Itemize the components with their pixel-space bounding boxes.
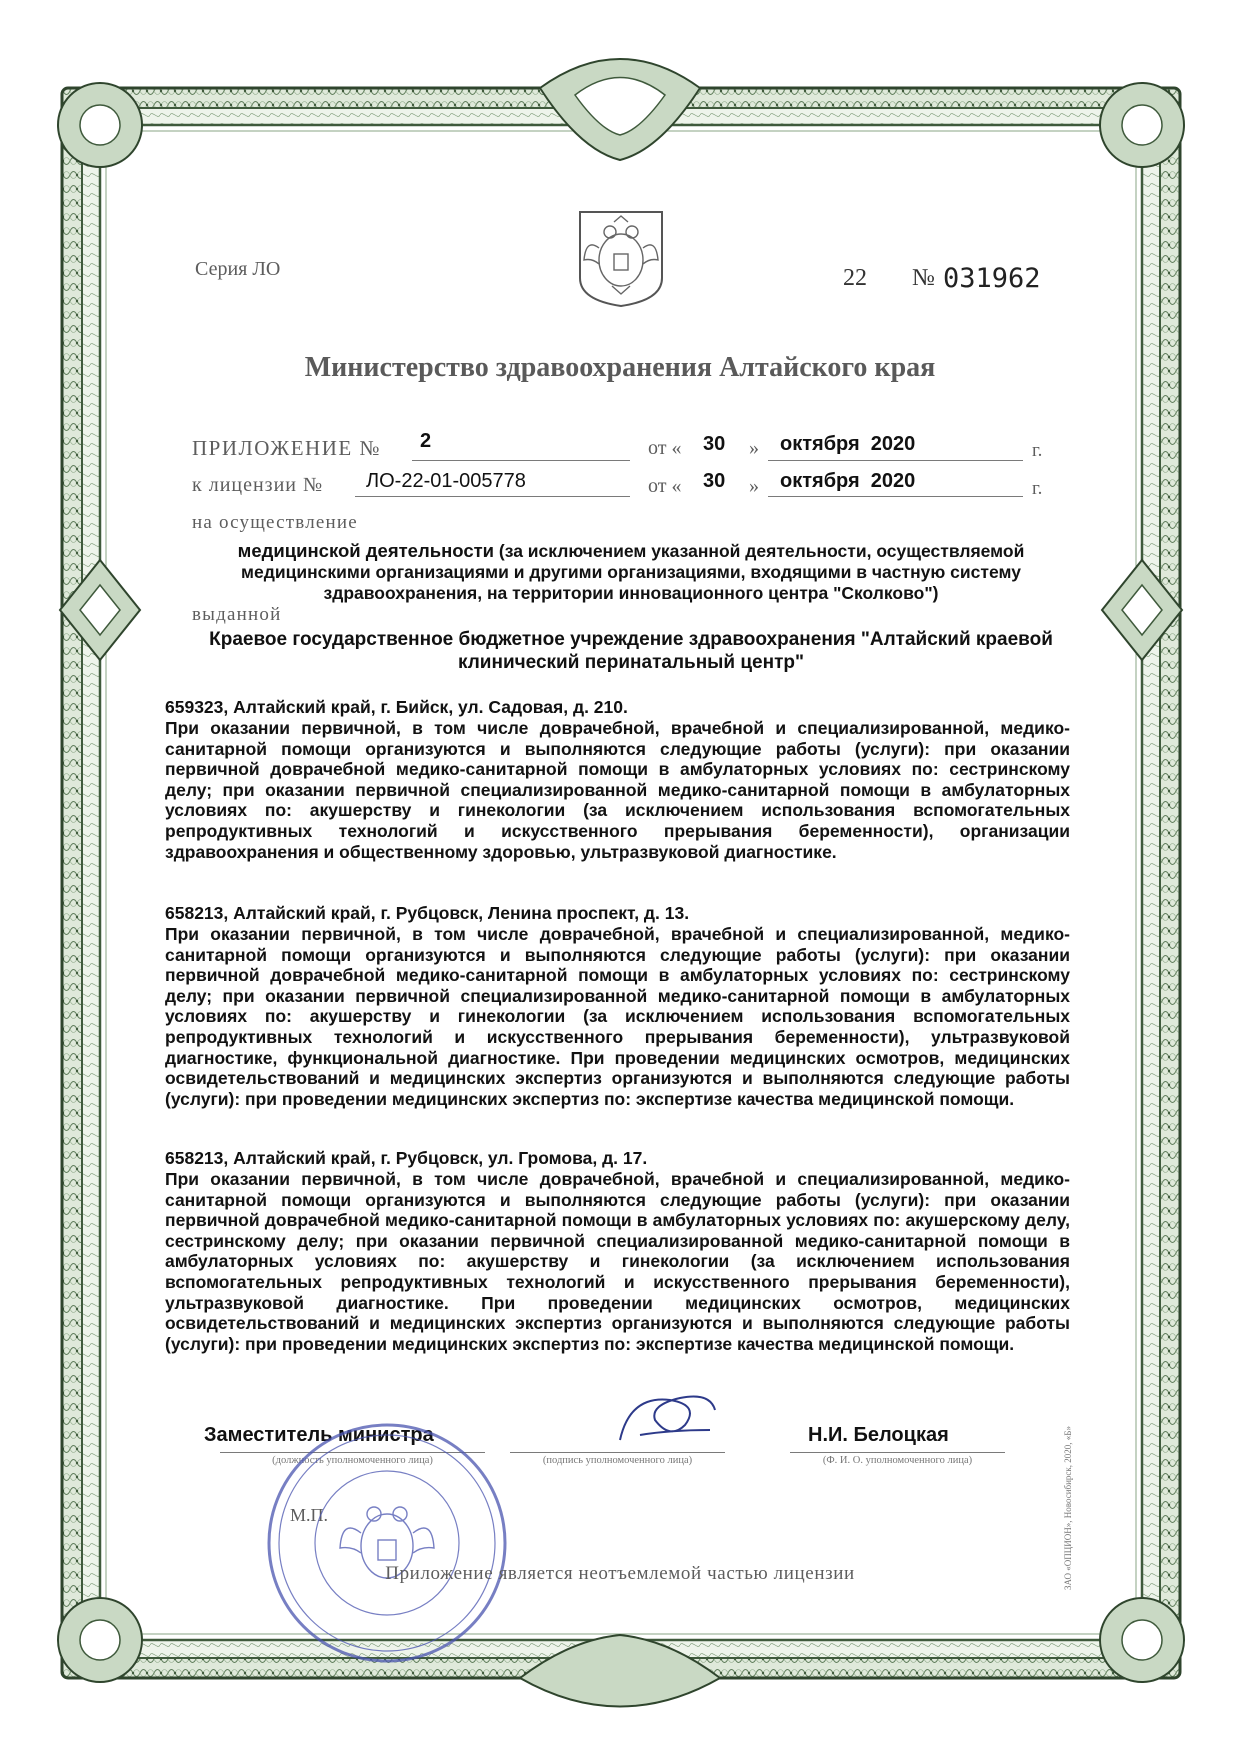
license-year-suffix: г. [1032, 478, 1043, 499]
appendix-year-suffix: г. [1032, 440, 1043, 461]
address-line: 658213, Алтайский край, г. Рубцовск, Ленина проспект, д. 13. [165, 903, 690, 923]
appendix-month-year: октября 2020 [780, 433, 916, 455]
address-block-3 [165, 1148, 1070, 1354]
appendix-label: ПРИЛОЖЕНИЕ № [192, 436, 381, 460]
official-seal [262, 1418, 512, 1668]
name-caption: (Ф. И. О. уполномоченного лица) [822, 1455, 973, 1466]
license-month-year: октября 2020 [780, 470, 916, 492]
signatory-position: Заместитель министра [204, 1424, 434, 1446]
position-caption: (должность уполномоченного лица) [272, 1455, 433, 1466]
footer-note: Приложение является неотъемлемой частью лицензии [385, 1563, 855, 1584]
license-date-underline [768, 496, 1023, 497]
appendix-date-close: » [749, 437, 759, 459]
signature-caption: (подпись уполномоченного лица) [542, 1455, 693, 1466]
license-number: 031962 [943, 263, 1041, 294]
services-text: При оказании первичной, в том числе доврачебной, врачебной и специализированной, медико-санитарной помощи организуются и выполняются следующие работы (услуги): при оказании первичной доврачебной медико-санитарной помощи в амбулаторных условиях по: сестринскому делу; при оказании первичной специализированной медико-санитарной помощи в амбулаторных условиях по: акушерству и гинекологии (за исключением использования вспомогательных репродуктивных технологий и искусственного прерывания беременности), организации здравоохранения и общественному здоровью, ультразвуковой диагностике. [165, 718, 1070, 862]
appendix-number: 2 [420, 430, 432, 452]
license-label: к лицензии № [192, 474, 324, 496]
address-block-2 [165, 903, 1070, 1109]
address-line: 658213, Алтайский край, г. Рубцовск, ул. Громова, д. 17. [165, 1148, 648, 1168]
stamp-place-label: М.П. [290, 1505, 329, 1525]
activity-label: на осуществление [192, 512, 358, 533]
activity-clarification: (за исключением указанной деятельности, осуществляемой медицинскими организациями и другими организациями, входящими в частную систему здравоохранения, на территории инновационного центра "Сколково") [241, 541, 1025, 603]
number-sign: № [912, 265, 935, 291]
license-reference: ЛО-22-01-005778 [366, 470, 526, 492]
license-date-close: » [749, 475, 759, 497]
region-code: 22 [843, 265, 867, 291]
license-date-from: от « [648, 475, 682, 497]
issued-label: выданной [192, 604, 282, 625]
coat-of-arms-icon [572, 208, 670, 308]
appendix-date-from: от « [648, 437, 682, 459]
address-line: 659323, Алтайский край, г. Бийск, ул. Садовая, д. 210. [165, 697, 628, 717]
activity-description [192, 540, 1070, 604]
series-label: Серия ЛО [195, 258, 281, 280]
signatory-name: Н.И. Белоцкая [808, 1424, 949, 1446]
address-block-1 [165, 697, 1070, 862]
signature-underline [510, 1452, 725, 1453]
appendix-underline [412, 460, 630, 461]
printer-imprint: ЗАО «ОПЦИОН», Новосибирск, 2020, «Б» [1063, 1426, 1073, 1590]
name-underline [790, 1452, 1005, 1453]
appendix-day: 30 [703, 433, 726, 455]
ministry-title: Министерство здравоохранения Алтайского края [304, 352, 936, 383]
services-text: При оказании первичной, в том числе доврачебной, врачебной и специализированной, медико-санитарной помощи организуются и выполняются следующие работы (услуги): при оказании первичной доврачебной медико-санитарной помощи в амбулаторных условиях по: акушерскому делу, сестринскому делу; при оказании первичной специализированной медико-санитарной помощи в амбулаторных условиях по: акушерству и гинекологии (за исключением использования вспомогательных репродуктивных технологий и искусственного прерывания беременности), ультразвуковой диагностике. При проведении медицинских осмотров, медицинских освидетельствований и медицинских экспертиз организуются и выполняются следующие работы (услуги): при проведении медицинских экспертиз по: экспертизе качества медицинской помощи. [165, 1169, 1070, 1354]
services-text: При оказании первичной, в том числе доврачебной, врачебной и специализированной, медико-санитарной помощи организуются и выполняются следующие работы (услуги): при оказании первичной доврачебной медико-санитарной помощи в амбулаторных условиях по: сестринскому делу; при оказании первичной специализированной медико-санитарной помощи в амбулаторных условиях по: акушерству и гинекологии (за исключением использования вспомогательных репродуктивных технологий и искусственного прерывания беременности), ультразвуковой диагностике, функциональной диагностике. При проведении медицинских осмотров, медицинских освидетельствований и медицинских экспертиз организуются и выполняются следующие работы (услуги): при проведении медицинских экспертиз по: экспертизе качества медицинской помощи. [165, 924, 1070, 1109]
activity-type: медицинской деятельности [237, 540, 495, 561]
organization-name: Краевое государственное бюджетное учреждение здравоохранения "Алтайский краевой клинический перинатальный центр" [209, 629, 1053, 673]
license-day: 30 [703, 470, 726, 492]
license-underline [355, 496, 630, 497]
handwritten-signature [600, 1380, 730, 1460]
appendix-date-underline [768, 460, 1023, 461]
